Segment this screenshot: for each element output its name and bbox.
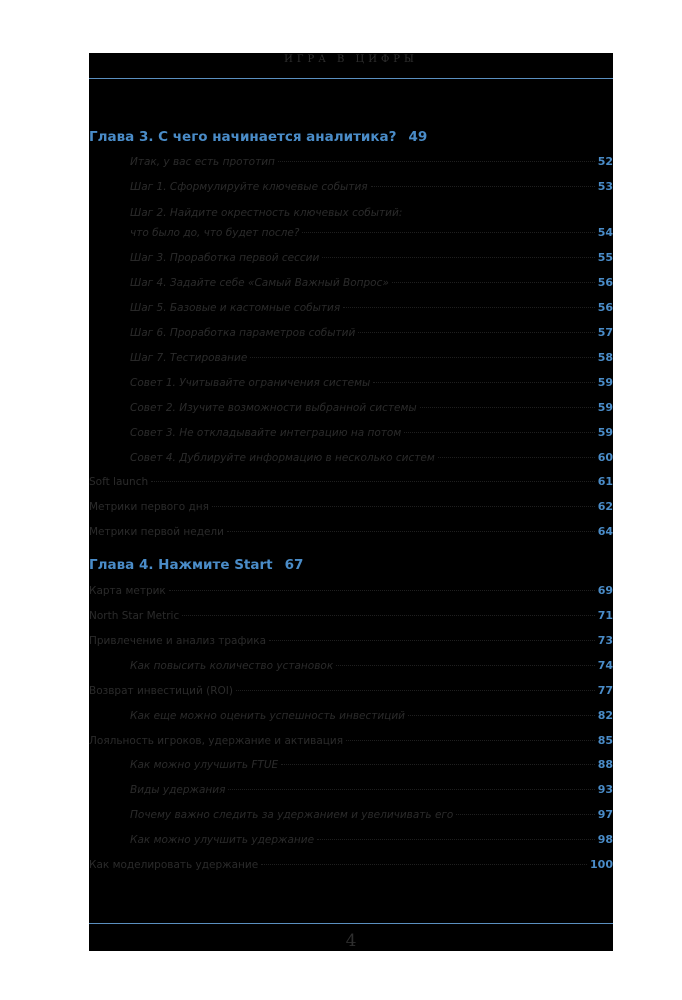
dot-leader — [336, 665, 595, 666]
entry-page: 82 — [597, 709, 613, 722]
toc-entry[interactable] — [130, 375, 613, 391]
chapter-title: Глава 3. С чего начинается аналитика? — [89, 129, 397, 145]
entry-title: Лояльность игроков, удержание и активация — [89, 735, 344, 747]
toc-entry[interactable] — [130, 300, 613, 316]
entry-page: 53 — [597, 180, 613, 193]
entry-title: Шаг 6. Проработка параметров событий — [130, 327, 356, 339]
toc-entry[interactable] — [130, 425, 613, 441]
dot-leader — [228, 789, 594, 790]
entry-page: 62 — [597, 500, 613, 513]
entry-page: 100 — [590, 858, 613, 871]
dot-leader — [261, 864, 587, 865]
entry-title: North Star Metric — [89, 610, 180, 622]
dot-leader — [343, 307, 595, 308]
dot-leader — [227, 531, 595, 532]
toc-entry[interactable] — [130, 275, 613, 291]
dot-leader — [302, 232, 594, 233]
entry-title: Как можно улучшить удержание — [130, 834, 315, 846]
entry-title: Карта метрик — [89, 585, 166, 597]
chapter-heading — [89, 556, 303, 574]
entry-page: 56 — [597, 301, 613, 314]
entry-page: 97 — [597, 808, 613, 821]
entry-title: Шаг 5. Базовые и кастомные события — [130, 302, 341, 314]
entry-page: 57 — [597, 326, 613, 339]
entry-title: Метрики первой недели — [89, 526, 224, 538]
toc-entry[interactable] — [130, 807, 613, 823]
entry-title: Возврат инвестиций (ROI) — [89, 685, 233, 697]
entry-title: Как еще можно оценить успешность инвестиций — [130, 710, 405, 722]
entry-title: Как можно улучшить FTUE — [130, 759, 279, 771]
entry-page: 59 — [597, 401, 613, 414]
toc-entry[interactable] — [89, 857, 613, 873]
entry-page: 98 — [597, 833, 613, 846]
toc-entry[interactable] — [89, 474, 613, 490]
dot-leader — [346, 740, 595, 741]
book-page — [89, 53, 613, 951]
entry-title: Шаг 1. Сформулируйте ключевые события — [130, 181, 368, 193]
entry-title: Шаг 3. Проработка первой сессии — [130, 252, 320, 264]
dot-leader — [236, 690, 595, 691]
chapter-page: 49 — [408, 129, 428, 145]
toc-entry[interactable] — [130, 179, 613, 195]
toc-entry[interactable] — [89, 683, 613, 699]
chapter-title: Глава 4. Нажмите Start — [89, 557, 273, 573]
toc-entry[interactable] — [130, 832, 613, 848]
entry-title: Метрики первого дня — [89, 501, 209, 513]
toc-entry[interactable] — [130, 658, 613, 674]
entry-page: 73 — [597, 634, 613, 647]
dot-leader — [151, 481, 595, 482]
entry-title: Совет 4. Дублируйте информацию в несколько систем — [130, 452, 435, 464]
toc-entry[interactable] — [130, 350, 613, 366]
toc-entry[interactable] — [89, 733, 613, 749]
dot-leader — [404, 432, 594, 433]
entry-page: 74 — [597, 659, 613, 672]
toc-entry[interactable] — [130, 782, 613, 798]
entry-page: 56 — [597, 276, 613, 289]
entry-title: Виды удержания — [130, 784, 226, 796]
entry-title: Почему важно следить за удержанием и увеличивать его — [130, 809, 454, 821]
entry-page: 59 — [597, 376, 613, 389]
entry-title: Soft launch — [89, 476, 149, 488]
entry-title: Как моделировать удержание — [89, 859, 259, 871]
entry-page: 71 — [597, 609, 613, 622]
toc-entry[interactable] — [89, 524, 613, 540]
running-head: ИГРА В ЦИФРЫ — [284, 54, 418, 65]
entry-page: 59 — [597, 426, 613, 439]
entry-page: 88 — [597, 758, 613, 771]
entry-page: 85 — [597, 734, 613, 747]
entry-page: 58 — [597, 351, 613, 364]
chapter-page: 67 — [284, 557, 304, 573]
entry-title: Совет 3. Не откладывайте интеграцию на потом — [130, 427, 402, 439]
dot-leader — [182, 615, 594, 616]
dot-leader — [250, 357, 594, 358]
header-rule — [89, 78, 613, 79]
toc-entry[interactable] — [89, 633, 613, 649]
chapter-heading — [89, 128, 427, 146]
entry-page: 64 — [597, 525, 613, 538]
dot-leader — [269, 640, 595, 641]
entry-page: 60 — [597, 451, 613, 464]
toc-entry[interactable] — [130, 757, 613, 773]
toc-entry[interactable] — [89, 583, 613, 599]
dot-leader — [281, 764, 594, 765]
dot-leader — [278, 161, 595, 162]
entry-page: 77 — [597, 684, 613, 697]
entry-title: Шаг 4. Задайте себе «Самый Важный Вопрос» — [130, 277, 389, 289]
page-number: 4 — [345, 931, 357, 951]
toc-entry[interactable] — [89, 608, 613, 624]
dot-leader — [371, 186, 595, 187]
entry-title: Совет 2. Изучите возможности выбранной системы — [130, 402, 417, 414]
entry-title: Как повысить количество установок — [130, 660, 334, 672]
footer-rule — [89, 923, 613, 924]
entry-page: 61 — [597, 475, 613, 488]
toc-entry[interactable] — [89, 499, 613, 515]
entry-page: 52 — [597, 155, 613, 168]
dot-leader — [317, 839, 595, 840]
dot-leader — [392, 282, 595, 283]
entry-title: Совет 1. Учитывайте ограничения системы — [130, 377, 371, 389]
toc-entry[interactable] — [130, 225, 613, 241]
toc-entry[interactable] — [130, 325, 613, 341]
dot-leader — [169, 590, 595, 591]
entry-page: 93 — [597, 783, 613, 796]
toc-entry[interactable] — [130, 708, 613, 724]
dot-leader — [420, 407, 595, 408]
dot-leader — [322, 257, 594, 258]
entry-title: Привлечение и анализ трафика — [89, 635, 267, 647]
toc-entry[interactable] — [130, 450, 613, 466]
entry-title-line1: Шаг 2. Найдите окрестность ключевых событий: — [130, 207, 403, 219]
entry-title: Шаг 7. Тестирование — [130, 352, 248, 364]
entry-page: 69 — [597, 584, 613, 597]
dot-leader — [438, 457, 595, 458]
dot-leader — [212, 506, 595, 507]
entry-title-line2: что было до, что будет после? — [130, 227, 300, 239]
toc-entry[interactable] — [130, 250, 613, 266]
entry-page: 54 — [597, 226, 613, 239]
toc-entry[interactable] — [130, 154, 613, 170]
toc-entry[interactable] — [130, 400, 613, 416]
dot-leader — [358, 332, 594, 333]
dot-leader — [456, 814, 594, 815]
entry-page: 55 — [597, 251, 613, 264]
entry-title: Итак, у вас есть прототип — [130, 156, 275, 168]
dot-leader — [408, 715, 595, 716]
dot-leader — [373, 382, 594, 383]
